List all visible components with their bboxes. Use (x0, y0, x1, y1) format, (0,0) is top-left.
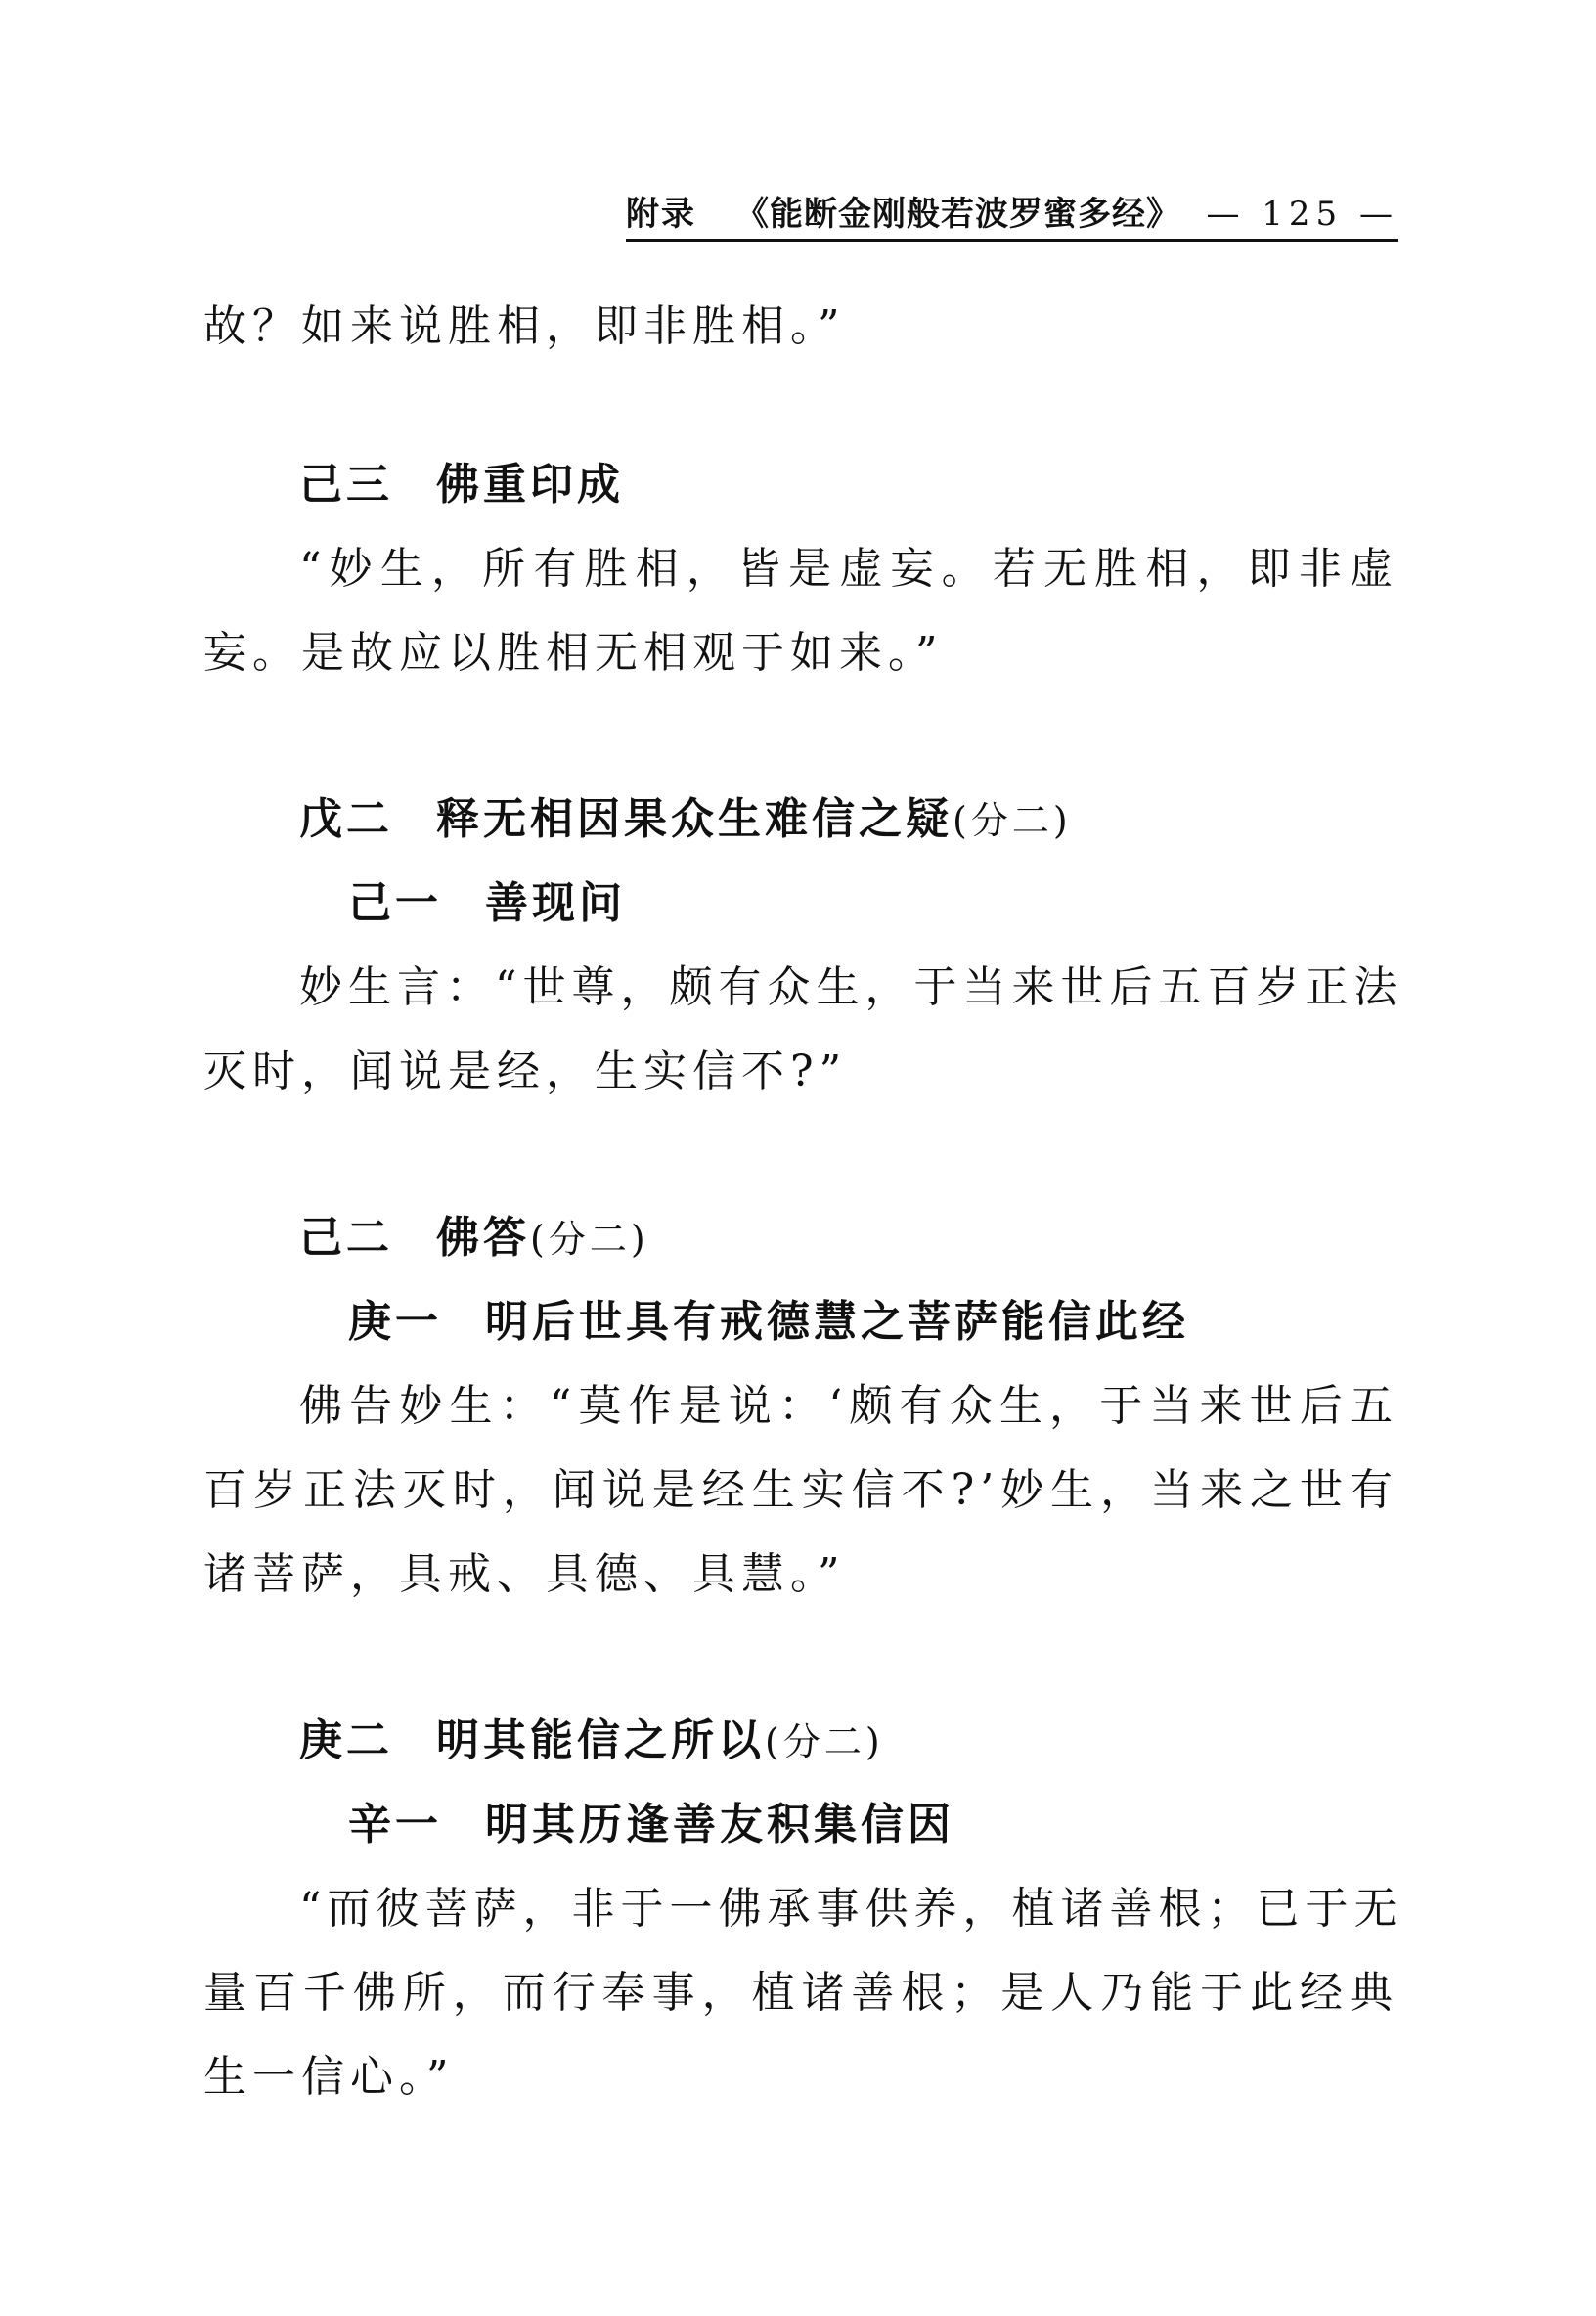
section-heading (348, 1796, 954, 1854)
section-heading (348, 1293, 1189, 1352)
section-heading (299, 1712, 884, 1770)
heading-note: (分二) (953, 799, 1072, 842)
text-line: “妙生，所有胜相，皆是虚妄。若无胜相，即非虚 (299, 544, 1398, 594)
heading-label: 戊二 (299, 794, 393, 844)
text-line: 佛告妙生：“莫作是说：‘颇有众生，于当来世后五 (299, 1381, 1398, 1431)
text-line: 量百千佛所，而行奉事，植诸善根；是人乃能于此经典 (203, 1968, 1398, 2018)
running-header (626, 191, 1398, 238)
text-line: 灭时，闻说是经，生实信不?” (203, 1047, 848, 1096)
header-section: 附录 (626, 195, 696, 234)
header-rule (626, 239, 1398, 242)
heading-title: 佛答 (436, 1213, 530, 1263)
heading-label: 己三 (299, 460, 393, 510)
text-line: 故？如来说胜相，即非胜相。” (203, 301, 846, 351)
heading-label: 己二 (299, 1213, 393, 1263)
heading-title: 明其历逢善友积集信因 (485, 1800, 954, 1849)
text-line: 生一信心。” (203, 2052, 455, 2102)
heading-note: (分二) (530, 1218, 649, 1261)
heading-title: 明其能信之所以 (436, 1715, 765, 1765)
text-line: 妄。是故应以胜相无相观于如来。” (203, 628, 944, 678)
heading-label: 己一 (348, 878, 442, 928)
heading-label: 庚一 (348, 1297, 442, 1347)
section-heading (348, 874, 626, 933)
heading-label: 庚二 (299, 1715, 393, 1765)
section-heading (299, 456, 624, 514)
text-line: 诸菩萨，具戒、具德、具慧。” (203, 1549, 846, 1599)
heading-title: 善现问 (485, 878, 626, 928)
text-line: 百岁正法灭时，闻说是经生实信不?’妙生，当来之世有 (203, 1465, 1398, 1515)
heading-note: (分二) (765, 1720, 884, 1763)
header-book-title: 《能断金刚般若波罗蜜多经》 (735, 195, 1180, 234)
heading-title: 释无相因果众生难信之疑 (436, 794, 953, 844)
heading-title: 明后世具有戒德慧之菩萨能信此经 (485, 1297, 1189, 1347)
heading-title: 佛重印成 (436, 460, 624, 510)
section-heading (299, 1209, 649, 1268)
text-line: 妙生言：“世尊，颇有众生，于当来世后五百岁正法 (299, 962, 1403, 1012)
heading-label: 辛一 (348, 1800, 442, 1849)
page-number: — 125 — (1206, 195, 1398, 234)
section-heading (299, 790, 1072, 849)
text-line: “而彼菩萨，非于一佛承事供养，植诸善根；已于无 (299, 1884, 1403, 1934)
